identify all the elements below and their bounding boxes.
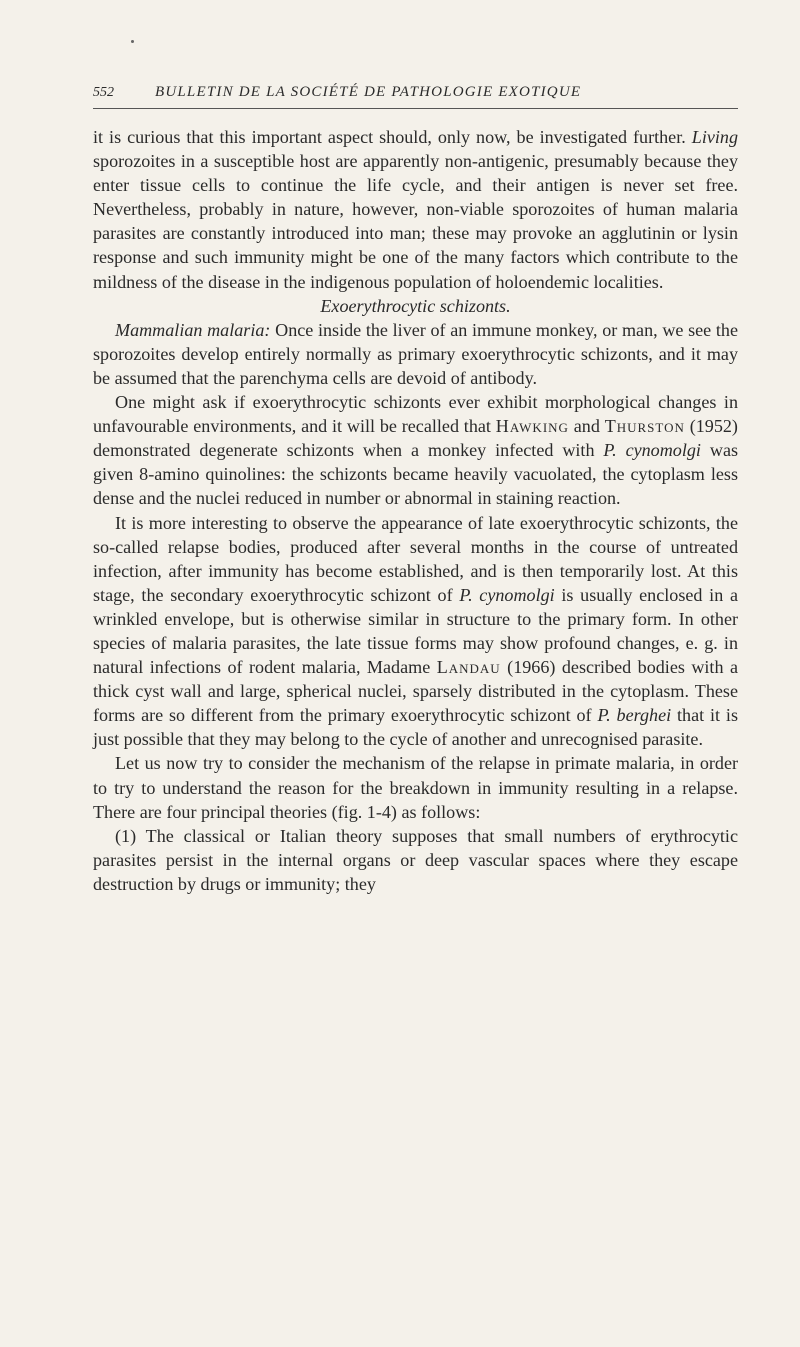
paragraph-4: It is more interesting to observe the appearance of late exoerythrocytic schizonts, the so-called relapse bodies, produced after several months in the course of untreated infection, after immunity has become established, and is then temporarily lost. At this stage, the secondary exoerythrocytic schizont of P. cynomolgi is usually enclosed in a wrinkled envelope, but is otherwise similar in structure to the primary form. In other species of malaria parasites, the late tissue forms may show profound changes, e. g. in natural infections of rodent malaria, Madame Landau (1966) described bodies with a thick cyst wall and large, spherical nuclei, sparsely distributed in the cytoplasm. These forms are so different from the primary exoerythrocytic schizont of P. berghei that it is just possible that they may belong to the cycle of another and unrecognised parasite. [93,512,738,750]
page-number: 552 [93,85,114,100]
species-name: P. cynomolgi [603,440,701,461]
species-name: P. cynomolgi [459,584,555,605]
journal-title: BULLETIN DE LA SOCIÉTÉ DE PATHOLOGIE EXOTIQUE [155,84,582,100]
author-hawking: Hawking [495,416,569,437]
running-header [93,84,738,109]
author-landau: Landau [436,657,501,678]
page [93,84,738,896]
paragraph-2: Mammalian malaria: Once inside the liver of an immune monkey, or man, we see the sporozoites develop entirely normally as primary exoerythrocytic schizonts, and it may be assumed that the parenchyma cells are devoid of antibody. [93,319,738,388]
lead-mammalian-malaria: Mammalian malaria: [115,319,271,340]
section-heading: Exoerythrocytic schizonts. [320,295,511,316]
paragraph-3: One might ask if exoerythrocytic schizonts ever exhibit morphological changes in unfavourable environments, and it will be recalled that Hawking and Thurston (1952) demonstrated degenerate schizonts when a monkey infected with P. cynomolgi was given 8-amino quinolines: the schizonts became heavily vacuolated, the cytoplasm less dense and the nuclei reduced in number or abnormal in staining reaction. [93,392,739,509]
paragraph-1: it is curious that this important aspect should, only now, be investigated further. Living sporozoites in a susceptible host are apparently non-antigenic, presumably because they enter tissue cells to continue the life cycle, and their antigen is never set free. Nevertheless, probably in nature, however, non-viable sporozoites of human malaria parasites are constantly introduced into man; these may provoke an agglutinin or lysin response and such immunity might be one of the many factors which contribute to the mildness of the disease in the indigenous population of holoendemic localities. [93,127,739,292]
author-thurston: Thurston [604,416,685,437]
species-name: P. berghei [597,705,672,726]
paragraph-5: Let us now try to consider the mechanism of the relapse in primate malaria, in order to try to understand the reason for the breakdown in immunity resulting in a relapse. There are four principal theories (fig. 1-4) as follows: [93,753,738,822]
paragraph-6: (1) The classical or Italian theory supposes that small numbers of erythrocytic parasites persist in the internal organs or deep vascular spaces where they escape destruction by drugs or immunity; they [93,825,738,894]
ink-speck [131,40,134,43]
body-text [93,125,738,896]
emphasis-living: Living [691,127,739,147]
